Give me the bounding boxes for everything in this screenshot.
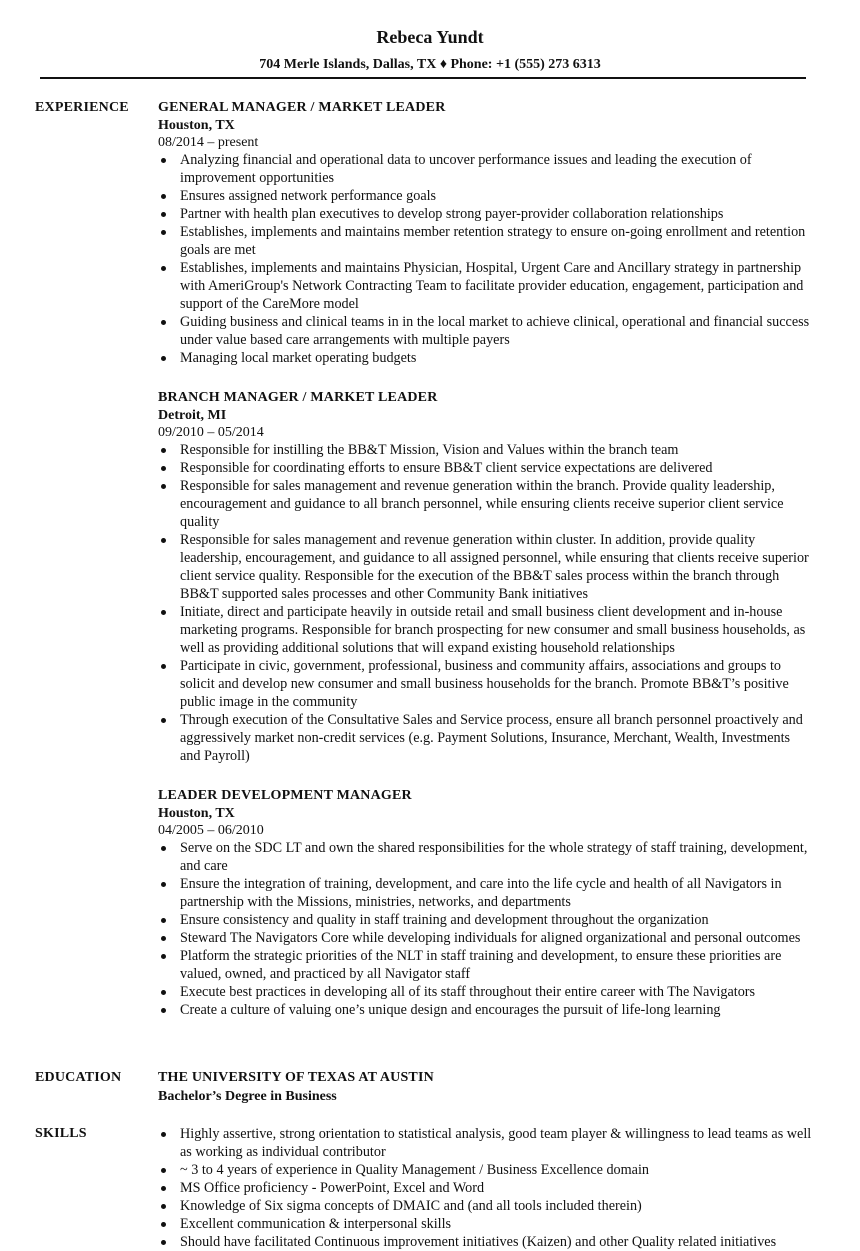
- job-title: BRANCH MANAGER / MARKET LEADER: [158, 390, 438, 405]
- job-bullets: [158, 151, 814, 367]
- job-bullets: [158, 839, 814, 1019]
- job-entry: [158, 99, 814, 367]
- bullet-item: Responsible for sales management and revenue generation within cluster. In addition, provide quality leadership, encouragement, and guidance to all assigned personnel, while ensuring that clients receive superior client service quality. Responsible for the execution of the BB&T sales process within the branch through BB&T supported sales processes and other Community Bank initiatives: [158, 531, 814, 603]
- section-label-education: EDUCATION: [35, 1070, 122, 1085]
- bullet-item: Ensures assigned network performance goals: [158, 187, 814, 205]
- bullet-item: Serve on the SDC LT and own the shared responsibilities for the whole strategy of staff training, development, and care: [158, 839, 814, 875]
- bullet-item: Participate in civic, government, professional, business and community affairs, associations and groups to solicit and develop new consumer and small business households for the branch. Promote BB&T’s positive public image in the community: [158, 657, 814, 711]
- resume-header: [0, 0, 860, 74]
- job-title: GENERAL MANAGER / MARKET LEADER: [158, 100, 446, 115]
- experience-body: [158, 99, 814, 1041]
- skills-list: [158, 1125, 814, 1251]
- bullet-item: Partner with health plan executives to develop strong payer-provider collaboration relationships: [158, 205, 814, 223]
- bullet-item: Create a culture of valuing one’s unique design and encourages the pursuit of life-long learning: [158, 1001, 814, 1019]
- job-location: Houston, TX: [158, 806, 235, 821]
- skill-item: Highly assertive, strong orientation to statistical analysis, good team player & willingness to lead teams as well as working as individual contributor: [158, 1125, 814, 1161]
- candidate-name: Rebeca Yundt: [376, 27, 484, 47]
- job-dates: 04/2005 – 06/2010: [158, 823, 264, 838]
- bullet-item: Steward The Navigators Core while developing individuals for aligned organizational and personal outcomes: [158, 929, 814, 947]
- bullet-item: Ensure the integration of training, development, and care into the life cycle and health of all Navigators in partnership with the Missions, ministries, networks, and departments: [158, 875, 814, 911]
- bullet-item: Responsible for sales management and revenue generation within the branch. Provide quality leadership, encouragement and guidance to all branch personnel, while ensuring clients receive superior client service quality: [158, 477, 814, 531]
- bullet-item: Managing local market operating budgets: [158, 349, 814, 367]
- job-entry: [158, 787, 814, 1019]
- skill-item: Knowledge of Six sigma concepts of DMAIC and (and all tools included therein): [158, 1197, 814, 1215]
- bullet-item: Guiding business and clinical teams in in the local market to achieve clinical, operational and financial success under value based care arrangements with multiple payers: [158, 313, 814, 349]
- skill-item: MS Office proficiency - PowerPoint, Excel and Word: [158, 1179, 814, 1197]
- bullet-item: Responsible for coordinating efforts to ensure BB&T client service expectations are delivered: [158, 459, 814, 477]
- job-title: LEADER DEVELOPMENT MANAGER: [158, 788, 412, 803]
- job-dates: 09/2010 – 05/2014: [158, 425, 264, 440]
- skill-item: Should have facilitated Continuous improvement initiatives (Kaizen) and other Quality related initiatives: [158, 1233, 814, 1251]
- job-location: Houston, TX: [158, 118, 235, 133]
- section-label-skills: SKILLS: [35, 1126, 87, 1141]
- job-entry: [158, 389, 814, 765]
- bullet-item: Through execution of the Consultative Sales and Service process, ensure all branch personnel proactively and aggressively market non-credit services (e.g. Payment Solutions, Insurance, Merchant, Wealth, Investments and Payroll): [158, 711, 814, 765]
- contact-info: 704 Merle Islands, Dallas, TX ♦ Phone: +1 (555) 273 6313: [259, 57, 601, 72]
- degree-name: Bachelor’s Degree in Business: [158, 1089, 337, 1104]
- skill-item: ~ 3 to 4 years of experience in Quality Management / Business Excellence domain: [158, 1161, 814, 1179]
- bullet-item: Ensure consistency and quality in staff training and development throughout the organization: [158, 911, 814, 929]
- job-location: Detroit, MI: [158, 408, 227, 423]
- skill-item: Excellent communication & interpersonal skills: [158, 1215, 814, 1233]
- bullet-item: Initiate, direct and participate heavily in outside retail and small business client development and in-house marketing programs. Responsible for branch prospecting for new consumer and small business households, as well as providing additional solutions that will expand existing household relationships: [158, 603, 814, 657]
- skills-body: [158, 1125, 814, 1251]
- bullet-item: Execute best practices in developing all of its staff throughout their entire career with The Navigators: [158, 983, 814, 1001]
- school-name: THE UNIVERSITY OF TEXAS AT AUSTIN: [158, 1070, 434, 1085]
- education-body: [158, 1069, 814, 1106]
- job-bullets: [158, 441, 814, 765]
- job-dates: 08/2014 – present: [158, 135, 259, 150]
- bullet-item: Platform the strategic priorities of the NLT in staff training and development, to ensure these priorities are valued, owned, and practiced by all Navigator staff: [158, 947, 814, 983]
- header-divider: [40, 77, 806, 79]
- bullet-item: Establishes, implements and maintains Physician, Hospital, Urgent Care and Ancillary strategy in partnership with AmeriGroup's Network Contracting Team to facilitate provider education, engagement, participation and support of the CareMore model: [158, 259, 814, 313]
- bullet-item: Responsible for instilling the BB&T Mission, Vision and Values within the branch team: [158, 441, 814, 459]
- bullet-item: Analyzing financial and operational data to uncover performance issues and leading the execution of improvement opportunities: [158, 151, 814, 187]
- bullet-item: Establishes, implements and maintains member retention strategy to ensure on-going enrollment and retention goals are met: [158, 223, 814, 259]
- section-label-experience: EXPERIENCE: [35, 100, 129, 115]
